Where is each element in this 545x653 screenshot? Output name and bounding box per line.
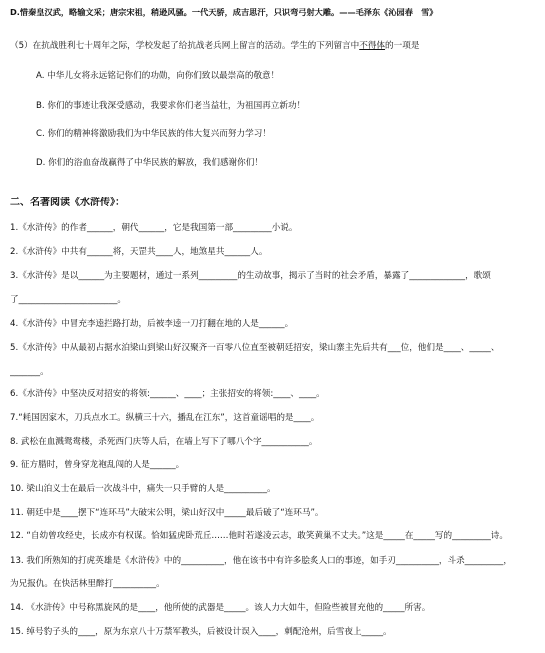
question-12: 12. “自幼曾攻经史，长成亦有权谋。恰如猛虎卧荒丘……他时若遂凌云志，敢笑黄巢不丈夫。”这是_____在_____写的_________诗。 [10, 531, 508, 541]
question-14: 14. 《水浒传》中号称黑旋风的是____，他所使的武器是_____。该人力大如牛，但险些被冒充他的_____所害。 [10, 603, 431, 613]
question-9: 9. 征方腊时，曾身穿龙袍乱闯的人是______。 [10, 460, 185, 470]
q5-stem-post: 的一项是 [385, 41, 420, 51]
section-title: 二、名著阅读《水浒传》： [10, 197, 125, 208]
question-5-cont: _______。 [10, 367, 49, 377]
top-line: D.惜秦皇汉武，略输文采；唐宗宋祖，稍逊风骚。一代天骄，成吉思汗，只识弯弓射大雕。——毛泽东《沁园春 雪》 [10, 7, 438, 17]
q5-stem-pre: （5）在抗战胜利七十周年之际，学校发起了给抗战老兵网上留言的活动。学生的下列留言中 [10, 41, 360, 51]
question-4: 4.《水浒传》中冒充李逵拦路打劫，后被李逵一刀打翻在地的人是______。 [10, 319, 294, 329]
q5-stem-underlined: 不得体 [359, 41, 386, 51]
question-13: 13. 我们所熟知的打虎英雄是《水浒传》中的__________，他在该书中有许多脍炙人口的事迹，如手刃__________，斗杀_________， [10, 556, 512, 566]
q5-option-b: B. 你们的事迹让我深受感动，我要求你们老当益壮，为祖国再立新功！ [36, 101, 306, 111]
question-10: 10. 梁山泊义士在最后一次战斗中，痛失一只手臂的人是__________。 [10, 484, 276, 494]
q5-option-d: D. 你们的浴血奋战赢得了中华民族的解放，我们感谢你们！ [36, 158, 263, 168]
question-7: 7.“耗国因家木，刀兵点水工。纵横三十六，播乱在江东”，这首童谣唱的是____。 [10, 413, 320, 423]
question-15: 15. 绰号豹子头的____，原为东京八十万禁军教头，后被设计误入____，刺配沧州，后雪夜上_____。 [10, 627, 392, 637]
question-3-cont: 了_______________________。 [10, 295, 127, 305]
question-8: 8. 武松在血溅鸳鸯楼，杀死西门庆等人后，在墙上写下了哪八个字___________。 [10, 437, 318, 447]
question-2: 2.《水浒传》中共有______将，天罡共____人，地煞星共______人。 [10, 247, 268, 257]
q5-option-c: C. 你们的精神将激励我们为中华民族的伟大复兴而努力学习！ [36, 129, 271, 139]
question-13-cont: 为兄报仇。在快活林里醉打__________。 [10, 579, 165, 589]
question-6: 6.《水浒传》中坚决反对招安的将领:______、____；主张招安的将领:____、____。 [10, 389, 325, 399]
question-3: 3.《水浒传》是以______为主要题材，通过一系列_________的生动故事，揭示了当时的社会矛盾，暴露了_____________，歌颂 [10, 271, 491, 281]
q5-option-a: A. 中华儿女将永远铭记你们的功勋，向你们致以最崇高的敬意！ [36, 71, 280, 81]
question-5: 5.《水浒传》中从最初占据水泊梁山到梁山好汉聚齐一百零八位直至被朝廷招安，梁山寨主先后共有___位，他们是____、_____、 [10, 343, 500, 353]
question-11: 11. 朝廷中是____摆下“连环马”大破宋公明，梁山好汉中_____最后破了“连环马”。 [10, 508, 324, 518]
q5-stem [10, 40, 535, 52]
question-1: 1.《水浒传》的作者______，朝代______，它是我国第一部_________小说。 [10, 223, 298, 233]
